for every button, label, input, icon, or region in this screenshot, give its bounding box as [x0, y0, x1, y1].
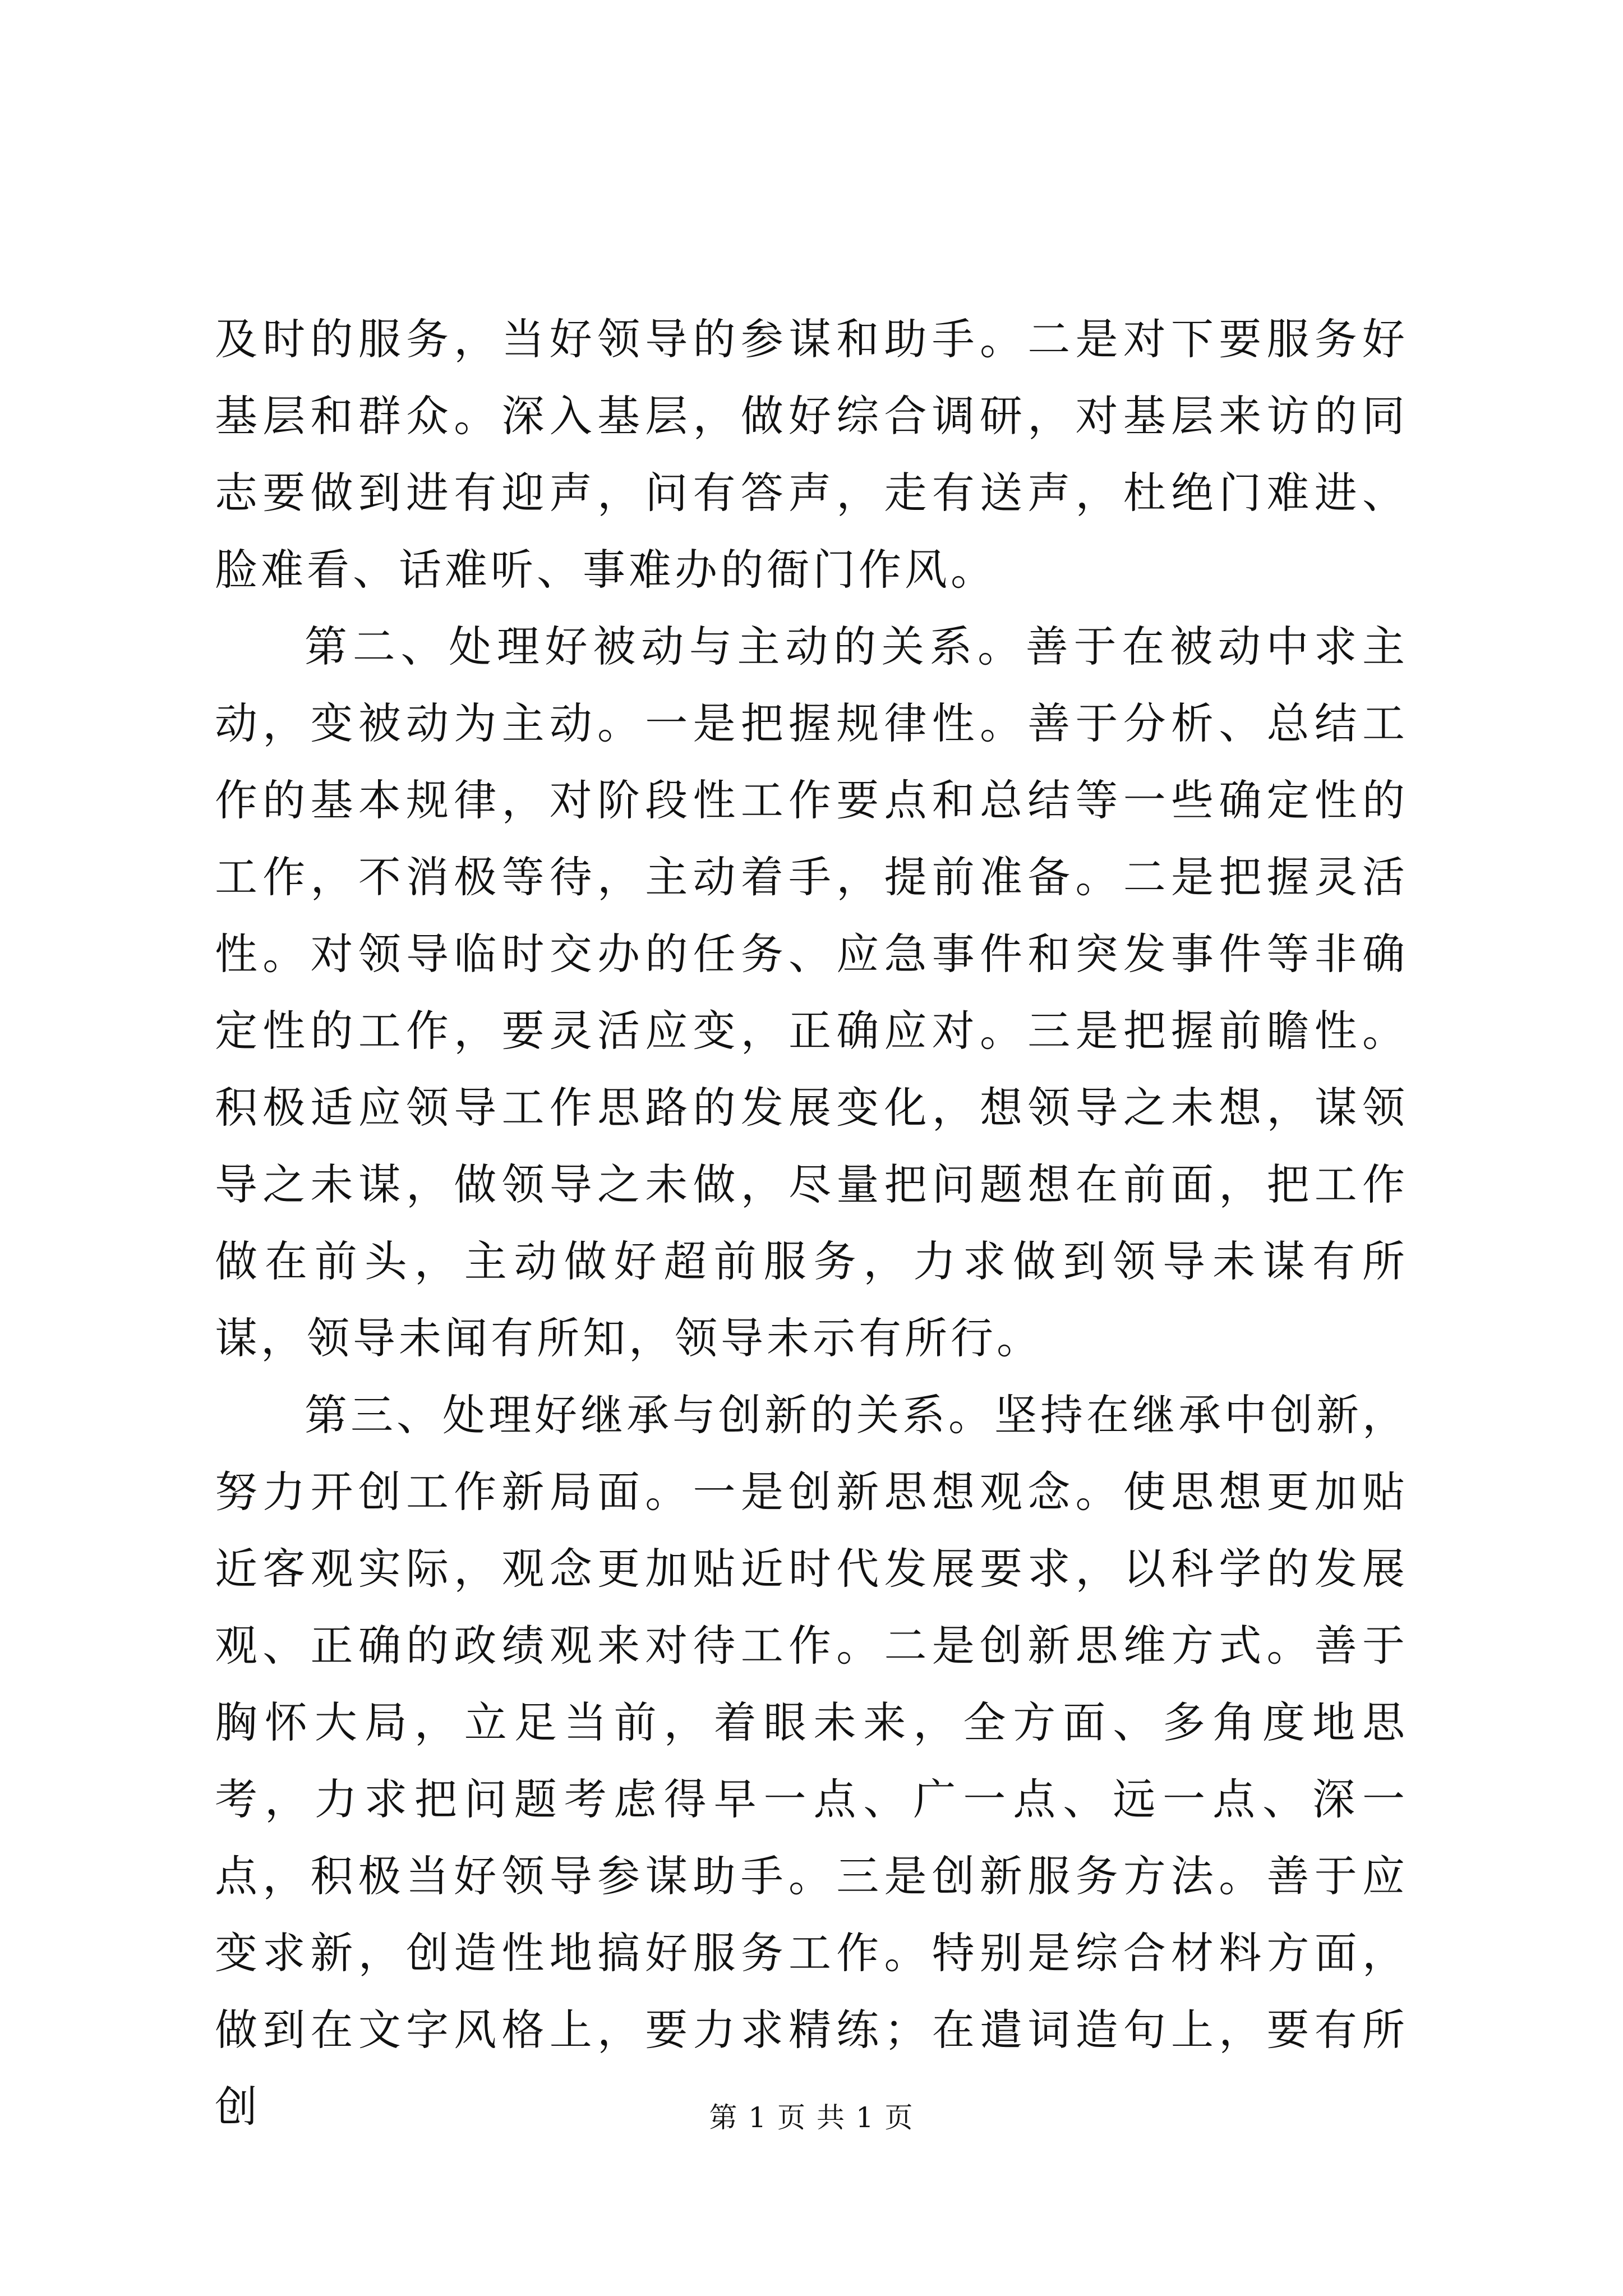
document-body [215, 301, 1408, 2145]
paragraph-2: 第二、处理好被动与主动的关系。善于在被动中求主动，变被动为主动。一是把握规律性。善于分析、总结工作的基本规律，对阶段性工作要点和总结等一些确定性的工作，不消极等待，主动着手，提前准备。二是把握灵活性。对领导临时交办的任务、应急事件和突发事件等非确定性的工作，要灵活应变，正确应对。三是把握前瞻性。积极适应领导工作思路的发展变化，想领导之未想，谋领导之未谋，做领导之未做，尽量把问题想在前面，把工作做在前头，主动做好超前服务，力求做到领导未谋有所谋，领导未闻有所知，领导未示有所行。 [215, 622, 1408, 1363]
paragraph-3: 第三、处理好继承与创新的关系。坚持在继承中创新，努力开创工作新局面。一是创新思想观念。使思想更加贴近客观实际，观念更加贴近时代发展要求，以科学的发展观、正确的政绩观来对待工作。二是创新思维方式。善于胸怀大局，立足当前，着眼未来，全方面、多角度地思考，力求把问题考虑得早一点、广一点、远一点、深一点，积极当好领导参谋助手。三是创新服务方法。善于应变求新，创造性地搞好服务工作。特别是综合材料方面，做到在文字风格上，要力求精练；在遣词造句上，要有所创 [215, 1390, 1408, 2132]
page-footer: 第 1 页 共 1 页 [709, 2101, 914, 2134]
paragraph-1: 及时的服务，当好领导的参谋和助手。二是对下要服务好基层和群众。深入基层，做好综合调研，对基层来访的同志要做到进有迎声，问有答声，走有送声，杜绝门难进、脸难看、话难听、事难办的衙门作风。 [215, 314, 1408, 595]
